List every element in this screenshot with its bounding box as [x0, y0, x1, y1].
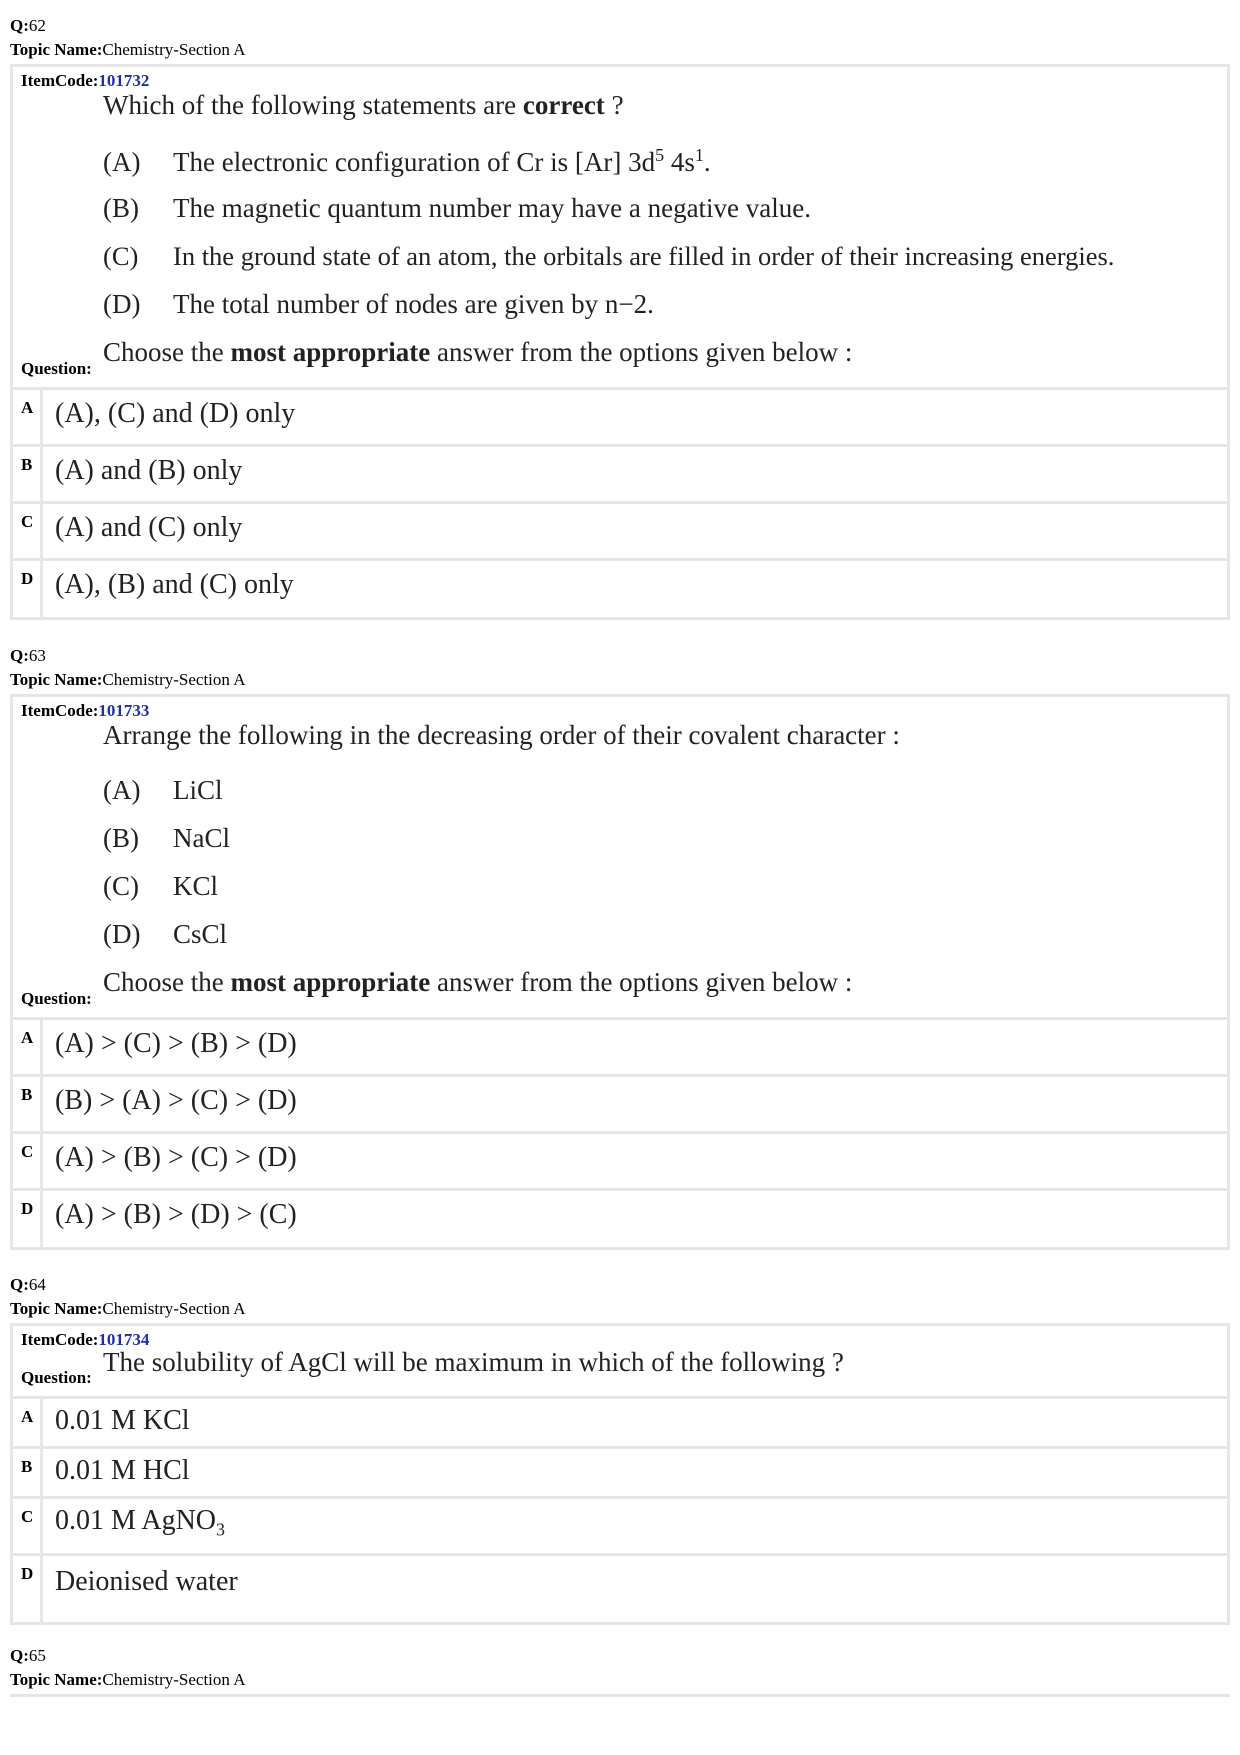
- option-letter: D: [21, 1564, 34, 1583]
- option-c[interactable]: [13, 1496, 1227, 1553]
- question-label: Question:: [21, 359, 92, 378]
- option-text: Deionised water: [55, 1566, 238, 1597]
- divider: [40, 1449, 43, 1496]
- option-a[interactable]: [13, 1396, 1227, 1446]
- option-letter: B: [21, 1085, 33, 1104]
- question-62-number: Q:62: [10, 16, 46, 35]
- card-top-border: [10, 1694, 1230, 1697]
- question-62-card: [10, 64, 1230, 620]
- statement-d: (D) The total number of nodes are given by n−2.: [103, 289, 654, 319]
- question-stem: Which of the following statements are correct ?: [103, 90, 624, 120]
- option-b[interactable]: [13, 1446, 1227, 1496]
- divider: [40, 1556, 43, 1622]
- statement-b: (B) The magnetic quantum number may have a negative value.: [103, 193, 812, 223]
- question-63-card: [10, 694, 1230, 1250]
- divider: [40, 561, 43, 617]
- option-b[interactable]: [13, 444, 1227, 501]
- divider: [40, 1077, 43, 1131]
- choose-instruction: Choose the most appropriate answer from the options given below :: [103, 967, 853, 997]
- option-letter: C: [21, 512, 34, 531]
- divider: [40, 1399, 43, 1446]
- option-text: 0.01 M HCl: [55, 1455, 190, 1486]
- statement-c: (C) KCl: [103, 871, 219, 901]
- statement-d: (D) CsCl: [103, 919, 228, 949]
- divider: [40, 1020, 43, 1074]
- question-64-number: Q:64: [10, 1275, 46, 1294]
- question-64-topic: Topic Name:Chemistry-Section A: [10, 1299, 246, 1318]
- option-text: (A) and (C) only: [55, 512, 243, 543]
- option-text: (A) > (B) > (D) > (C): [55, 1199, 297, 1230]
- option-text: (A) > (B) > (C) > (D): [55, 1142, 297, 1173]
- item-code: ItemCode:101733: [21, 701, 150, 720]
- option-letter: B: [21, 1457, 33, 1476]
- option-text: (B) > (A) > (C) > (D): [55, 1085, 297, 1116]
- option-d[interactable]: [13, 1188, 1227, 1247]
- question-62-topic: Topic Name:Chemistry-Section A: [10, 40, 246, 59]
- option-d[interactable]: [13, 558, 1227, 617]
- option-letter: C: [21, 1142, 34, 1161]
- question-stem: Arrange the following in the decreasing order of their covalent character :: [103, 720, 900, 750]
- question-label: Question:: [21, 1368, 92, 1387]
- choose-instruction: Choose the most appropriate answer from the options given below :: [103, 337, 853, 367]
- divider: [40, 447, 43, 501]
- option-text: (A), (C) and (D) only: [55, 398, 296, 429]
- option-letter: C: [21, 1507, 34, 1526]
- option-letter: A: [21, 398, 34, 417]
- option-text: (A) > (C) > (B) > (D): [55, 1028, 297, 1059]
- statement-a: (A) LiCl: [103, 775, 223, 805]
- option-b[interactable]: [13, 1074, 1227, 1131]
- statement-b: (B) NaCl: [103, 823, 230, 853]
- option-text: 0.01 M KCl: [55, 1405, 190, 1436]
- question-64-card: [10, 1323, 1230, 1625]
- option-letter: A: [21, 1407, 34, 1426]
- option-letter: D: [21, 569, 34, 588]
- question-63-number: Q:63: [10, 646, 46, 665]
- divider: [40, 1499, 43, 1553]
- question-63-topic: Topic Name:Chemistry-Section A: [10, 670, 246, 689]
- statement-c: (C) In the ground state of an atom, the orbitals are filled in order of their increasing energies.: [103, 241, 1115, 271]
- option-letter: A: [21, 1028, 34, 1047]
- statement-a: (A) The electronic configuration of Cr is [Ar] $3d^5$ $4s^1$.: [103, 145, 711, 177]
- item-code: ItemCode:101732: [21, 71, 150, 90]
- option-d[interactable]: [13, 1553, 1227, 1622]
- option-a[interactable]: [13, 387, 1227, 444]
- question-65-topic: Topic Name:Chemistry-Section A: [10, 1670, 246, 1689]
- question-stem: The solubility of AgCl will be maximum in which of the following ?: [103, 1347, 844, 1377]
- option-text: 0.01 M AgNO$_3$: [55, 1505, 226, 1540]
- divider: [40, 390, 43, 444]
- option-c[interactable]: [13, 501, 1227, 558]
- question-label: Question:: [21, 989, 92, 1008]
- divider: [40, 1191, 43, 1247]
- option-letter: D: [21, 1199, 34, 1218]
- option-c[interactable]: [13, 1131, 1227, 1188]
- divider: [40, 504, 43, 558]
- option-text: (A), (B) and (C) only: [55, 569, 294, 600]
- option-a[interactable]: [13, 1017, 1227, 1074]
- question-65-number: Q:65: [10, 1646, 46, 1665]
- divider: [40, 1134, 43, 1188]
- item-code: ItemCode:101734: [21, 1330, 150, 1349]
- option-text: (A) and (B) only: [55, 455, 243, 486]
- option-letter: B: [21, 455, 33, 474]
